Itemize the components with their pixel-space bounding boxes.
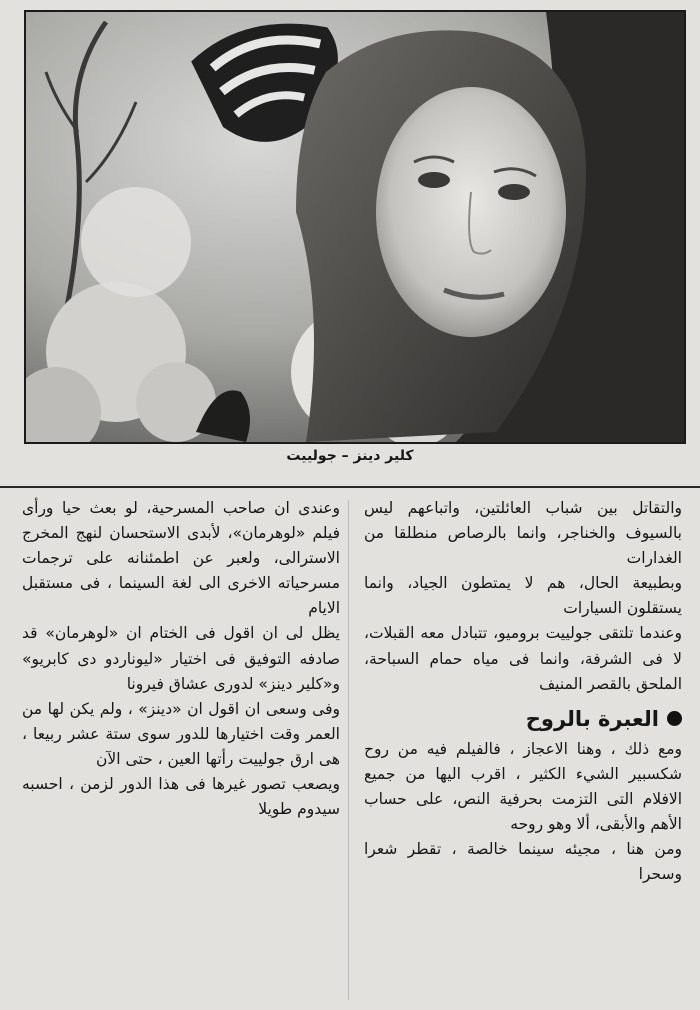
paragraph: وبطبيعة الحال، هم لا يمتطون الجياد، وانما يستقلون السيارات (364, 574, 682, 618)
column-divider (348, 500, 349, 1000)
article-column-right (364, 496, 682, 1006)
photo-caption: كلير دينز – جولييت (286, 448, 414, 464)
portrait-photo (24, 10, 686, 444)
subheading-text: العبرة بالروح (525, 706, 659, 731)
paragraph: وعندما تلتقى جولييت بروميو، تتبادل معه القبلات، لا فى الشرفة، وانما فى مياه حمام السباحة، الملحق بالقصر المنيف (364, 624, 682, 693)
paragraph: وعندى ان صاحب المسرحية، لو بعث حيا ورأى فيلم «لوهرمان»، لأبدى الاستحسان لنهج المخرج الاسترالى، ولعبر عن اطمئنانه على ترجمات مسرحياته الاخرى الى لغة السينما ، فى مستقبل الايام (22, 499, 340, 618)
paragraph: ومن هنا ، مجيئه سينما خالصة ، تقطر شعرا وسحرا (364, 840, 682, 884)
section-subheading (364, 703, 682, 735)
paragraph: ومع ذلك ، وهنا الاعجاز ، فالفيلم فيه من روح شكسبير الشيء الكثير ، اقرب اليها من جميع الافلام التى التزمت بحرفية النص، على حساب الأهم والأبقى، ألا وهو روحه (364, 739, 682, 834)
article-column-left (22, 496, 340, 1006)
section-divider (0, 486, 700, 488)
paragraph: والتقاتل بين شباب العائلتين، واتباعهم ليس بالسيوف والخناجر، وانما بالرصاص منطلقا من الغدارات (364, 499, 682, 568)
paragraph: يظل لى ان اقول فى الختام ان «لوهرمان» قد صادفه التوفيق فى اختيار «ليوناردو دى كابريو» و«كلير دينز» لدورى عشاق فيرونا (22, 624, 340, 693)
paragraph: وفى وسعى ان اقول ان «دينز» ، ولم يكن لها من العمر وقت اختيارها للدور سوى ستة عشر ربيعا ، هى ارق جولييت رأتها العين ، حتى الآن (22, 699, 340, 768)
paragraph: ويصعب تصور غيرها فى هذا الدور لزمن ، احسبه سيدوم طويلا (22, 775, 340, 819)
bullet-icon (667, 711, 682, 726)
